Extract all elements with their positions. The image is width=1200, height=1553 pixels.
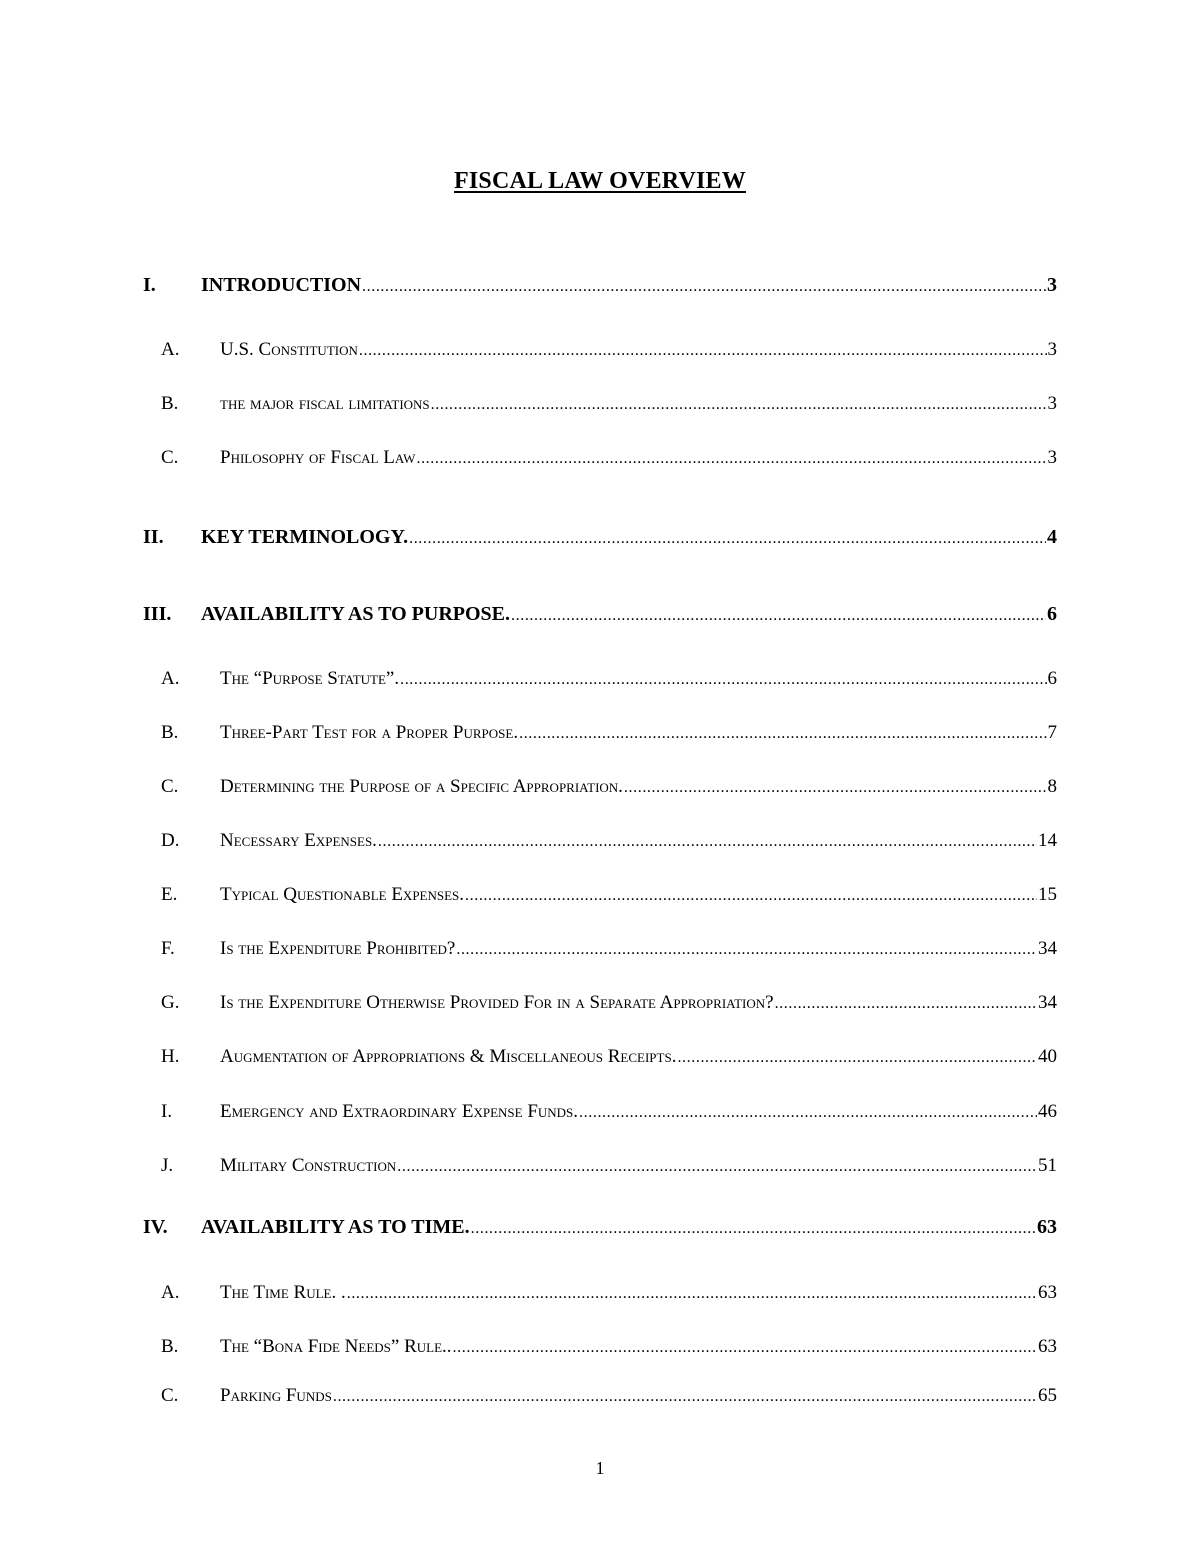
toc-entry-page: 7 (1047, 722, 1057, 743)
toc-entry-line (220, 1042, 1057, 1073)
toc-entry-line (201, 1212, 1057, 1244)
toc-entry-label: Necessary Expenses. (220, 830, 377, 851)
toc-entry-label: Is the Expenditure Prohibited? (220, 938, 456, 959)
toc-entry-line (220, 443, 1057, 474)
toc-entry-label: Determining the Purpose of a Specific Appropriation. (220, 776, 623, 797)
toc-entry-line (220, 1278, 1057, 1309)
toc-entry-availability-time (0, 1212, 1200, 1242)
toc-entry-major-fiscal-limitations (0, 389, 1200, 419)
toc-entry-page: 65 (1038, 1385, 1057, 1406)
toc-entry-label: The “Bona Fide Needs” Rule.. (220, 1336, 452, 1357)
toc-entry-label: AVAILABILITY AS TO TIME. (201, 1216, 470, 1238)
toc-entry-label: INTRODUCTION (201, 274, 362, 296)
toc-entry-label: Is the Expenditure Otherwise Provided For in a Separate Appropriation? (220, 992, 774, 1013)
toc-dot-leader (677, 1043, 1037, 1073)
toc-entry-line (220, 1097, 1057, 1128)
toc-dot-leader (378, 827, 1037, 857)
toc-entry-label: Military Construction (220, 1155, 397, 1176)
toc-entry-number: III. (143, 603, 172, 625)
toc-entry-page: 3 (1047, 339, 1057, 360)
toc-entry-line (220, 664, 1057, 695)
toc-entry-number: IV. (143, 1216, 168, 1238)
toc-entry-page: 8 (1047, 776, 1057, 797)
toc-entry-line (201, 522, 1057, 554)
toc-entry-questionable-expenses (0, 880, 1200, 910)
toc-entry-page: 46 (1038, 1101, 1057, 1122)
toc-entry-line (220, 988, 1057, 1019)
toc-entry-introduction (0, 270, 1200, 300)
toc-entry-separate-appropriation (0, 988, 1200, 1018)
toc-entry-number: B. (161, 1336, 179, 1357)
toc-entry-line (220, 826, 1057, 857)
toc-dot-leader (775, 989, 1037, 1019)
toc-entry-label: The Time Rule. . (220, 1282, 346, 1303)
toc-dot-leader (409, 524, 1046, 554)
toc-entry-page: 3 (1047, 447, 1057, 468)
toc-entry-page: 6 (1047, 668, 1057, 689)
toc-entry-number: H. (161, 1046, 180, 1067)
toc-dot-leader (359, 336, 1047, 366)
toc-entry-label: Augmentation of Appropriations & Miscellaneous Receipts. (220, 1046, 677, 1067)
toc-entry-number: G. (161, 992, 180, 1013)
toc-entry-purpose-statute (0, 664, 1200, 694)
document-title: FISCAL LAW OVERVIEW (454, 168, 746, 194)
toc-entry-page: 3 (1047, 393, 1057, 414)
toc-entry-three-part-test (0, 718, 1200, 748)
toc-entry-number: C. (161, 776, 179, 797)
toc-entry-page: 3 (1047, 274, 1057, 296)
toc-dot-leader (471, 1214, 1036, 1244)
toc-dot-leader (362, 272, 1046, 302)
toc-entry-number: I. (143, 274, 156, 296)
toc-entry-number: C. (161, 1385, 179, 1406)
toc-entry-time-rule (0, 1278, 1200, 1308)
toc-entry-label: Typical Questionable Expenses. (220, 884, 465, 905)
toc-entry-number: B. (161, 393, 179, 414)
toc-entry-line (201, 599, 1057, 631)
toc-dot-leader (431, 390, 1047, 420)
toc-entry-number: C. (161, 447, 179, 468)
toc-entry-line (220, 1381, 1057, 1412)
toc-dot-leader (416, 444, 1046, 474)
toc-entry-augmentation (0, 1042, 1200, 1072)
toc-entry-military-construction (0, 1151, 1200, 1181)
toc-entry-line (220, 1151, 1057, 1182)
toc-entry-us-constitution (0, 335, 1200, 365)
toc-entry-page: 63 (1037, 1216, 1057, 1238)
toc-dot-leader (579, 1098, 1037, 1128)
toc-entry-label: Philosophy of Fiscal Law (220, 447, 416, 468)
toc-entry-label: Emergency and Extraordinary Expense Funds. (220, 1101, 579, 1122)
toc-entry-label: KEY TERMINOLOGY. (201, 526, 409, 548)
toc-dot-leader (333, 1382, 1037, 1412)
toc-entry-number: J. (161, 1155, 174, 1176)
toc-entry-determining-purpose (0, 772, 1200, 802)
toc-entry-page: 34 (1038, 938, 1057, 959)
toc-entry-page: 34 (1038, 992, 1057, 1013)
toc-entry-number: I. (161, 1101, 173, 1122)
toc-entry-number: A. (161, 668, 180, 689)
toc-entry-expenditure-prohibited (0, 934, 1200, 964)
toc-entry-key-terminology (0, 522, 1200, 552)
toc-entry-line (220, 389, 1057, 420)
toc-entry-line (220, 335, 1057, 366)
toc-entry-emergency-funds (0, 1097, 1200, 1127)
toc-entry-page: 14 (1038, 830, 1057, 851)
page-number: 1 (595, 1458, 605, 1478)
toc-entry-line (201, 270, 1057, 302)
toc-dot-leader (511, 601, 1046, 631)
toc-entry-label: Parking Funds (220, 1385, 332, 1406)
toc-entry-line (220, 772, 1057, 803)
toc-entry-page: 40 (1038, 1046, 1057, 1067)
toc-entry-page: 63 (1038, 1282, 1057, 1303)
toc-entry-number: F. (161, 938, 175, 959)
toc-entry-label: Three-Part Test for a Proper Purpose. (220, 722, 519, 743)
toc-entry-page: 6 (1047, 603, 1057, 625)
toc-dot-leader (347, 1279, 1037, 1309)
toc-dot-leader (519, 719, 1046, 749)
toc-entry-page: 15 (1038, 884, 1057, 905)
toc-dot-leader (624, 773, 1047, 803)
toc-entry-label: The “Purpose Statute”. (220, 668, 400, 689)
toc-entry-number: D. (161, 830, 180, 851)
toc-entry-availability-purpose (0, 599, 1200, 629)
toc-entry-necessary-expenses (0, 826, 1200, 856)
toc-dot-leader (465, 881, 1037, 911)
toc-entry-number: E. (161, 884, 178, 905)
toc-entry-label: U.S. Constitution (220, 339, 358, 360)
toc-entry-page: 63 (1038, 1336, 1057, 1357)
toc-entry-number: B. (161, 722, 179, 743)
toc-entry-label: AVAILABILITY AS TO PURPOSE. (201, 603, 511, 625)
toc-entry-bona-fide-needs (0, 1332, 1200, 1362)
toc-entry-line (220, 880, 1057, 911)
toc-dot-leader (397, 1152, 1037, 1182)
toc-entry-label: the major fiscal limitations (220, 393, 430, 414)
toc-entry-line (220, 934, 1057, 965)
toc-entry-number: A. (161, 1282, 180, 1303)
toc-entry-page: 51 (1038, 1155, 1057, 1176)
toc-entry-parking-funds (0, 1381, 1200, 1411)
toc-entry-page: 4 (1047, 526, 1057, 548)
toc-dot-leader (453, 1333, 1037, 1363)
toc-entry-philosophy-of-fiscal-law (0, 443, 1200, 473)
toc-entry-line (220, 1332, 1057, 1363)
toc-dot-leader (456, 935, 1037, 965)
toc-dot-leader (400, 665, 1046, 695)
toc-entry-line (220, 718, 1057, 749)
toc-entry-number: II. (143, 526, 164, 548)
toc-entry-number: A. (161, 339, 180, 360)
